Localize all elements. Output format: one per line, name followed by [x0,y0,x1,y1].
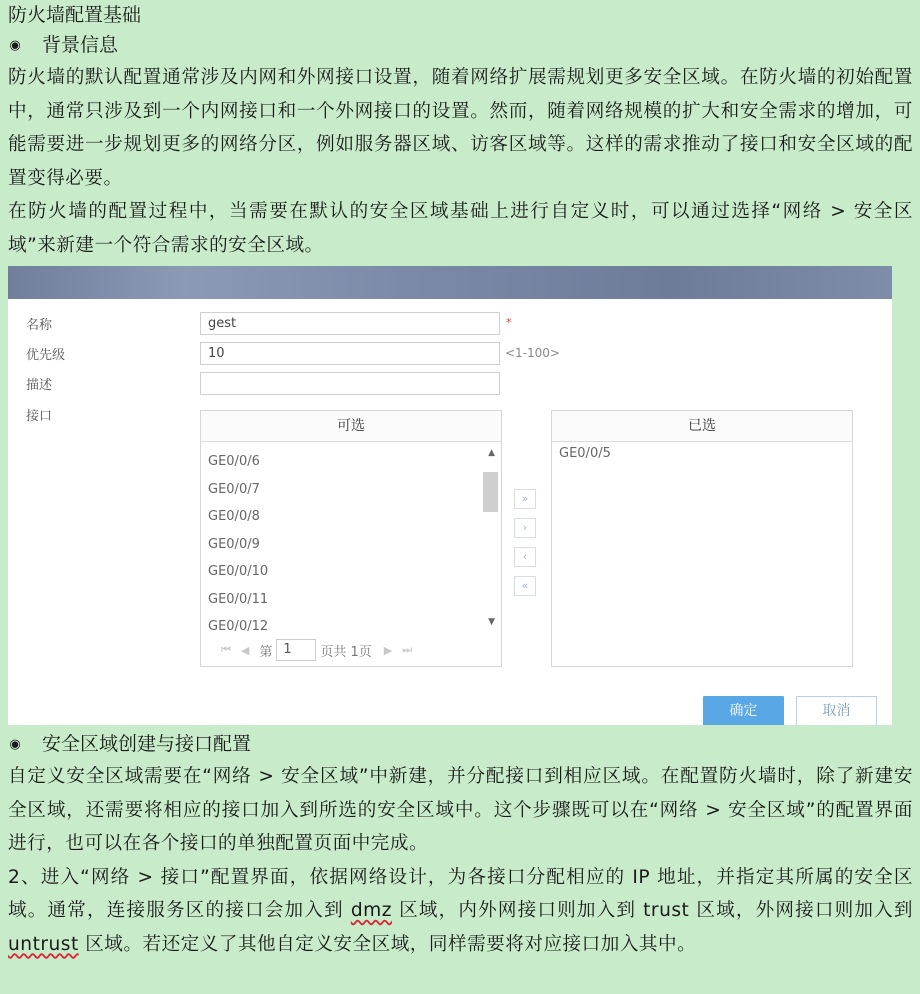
dmz-term: dmz [350,900,392,921]
dialog-header-bar [8,266,892,299]
priority-label: 优先级 [26,348,66,363]
last-page-icon[interactable]: ⏭ [402,643,413,656]
scrollbar-thumb[interactable] [483,472,498,512]
interface-list-item[interactable]: GE0/0/5 [559,446,611,461]
available-items [201,442,501,641]
move-right-button[interactable]: › [514,518,536,538]
prev-page-icon[interactable]: ◀ [240,643,250,657]
move-all-left-button[interactable]: « [514,576,536,596]
pager-prefix: 第 [259,644,273,660]
name-input[interactable]: gest [200,312,500,335]
page-title: 防火墙配置基础 [8,4,142,26]
section-heading-zone [8,729,913,760]
page-number-input[interactable]: 1 [276,639,316,661]
interface-list-item[interactable]: GE0/0/7 [208,481,260,497]
selected-header: 已选 [552,411,852,442]
selected-items [552,442,852,470]
description-input[interactable] [200,372,500,395]
section-heading-label: 安全区域创建与接口配置 [42,733,252,755]
scroll-down-icon[interactable]: ▼ [488,617,495,627]
interface-label: 接口 [26,409,53,424]
next-page-icon[interactable]: ▶ [383,643,393,657]
priority-range-hint: <1-100> [505,346,560,360]
pager-suffix: 页共 1页 [320,644,372,660]
ok-button[interactable]: 确定 [703,696,784,725]
text-span: 区域。若还定义了其他自定义安全区域，同样需要将对应接口加入其中。 [78,933,697,955]
description-label: 描述 [26,378,53,393]
cancel-button[interactable]: 取消 [796,696,877,725]
untrust-term: untrust [8,933,79,955]
zone-config-screenshot [8,266,892,725]
interface-list-item[interactable]: GE0/0/6 [208,454,260,469]
interface-list-item[interactable]: GE0/0/12 [208,619,269,634]
section-heading-label: 背景信息 [42,34,119,56]
scroll-up-icon[interactable]: ▲ [488,448,495,458]
interface-list-item[interactable]: GE0/0/11 [208,591,269,607]
priority-input[interactable]: 10 [200,342,500,365]
pager [221,638,422,662]
document [8,0,913,262]
section-heading-background [8,30,913,61]
interface-list-item[interactable]: GE0/0/9 [208,536,260,552]
transfer-buttons [514,489,538,605]
paragraph-zone-1: 自定义安全区域需要在“网络 > 安全区域”中新建，并分配接口到相应区域。在配置防火墙时，除了新建安全区域，还需要将相应的接口加入到所选的安全区域中。这个步骤既可以在“网络 > 安全区域”的配置界面进行，也可以在各个接口的单独配置页面中完成。 [8,766,913,854]
name-label: 名称 [26,318,53,333]
move-left-button[interactable]: ‹ [514,547,536,567]
interface-list-item[interactable]: GE0/0/10 [208,564,269,579]
required-mark: * [506,316,512,329]
paragraph-background-1: 防火墙的默认配置通常涉及内网和外网接口设置，随着网络扩展需规划更多安全区域。在防火墙的初始配置中，通常只涉及到一个内网接口和一个外网接口的设置。然而，随着网络规模的扩大和安全需求的增加，可能需要进一步规划更多的网络分区，例如服务器区域、访客区域等。这样的需求推动了接口和安全区域的配置变得必要。 [8,67,913,189]
paragraph-background-2: 在防火墙的配置过程中，当需要在默认的安全区域基础上进行自定义时，可以通过选择“网络 > 安全区域”来新建一个符合需求的安全区域。 [8,201,913,256]
first-page-icon[interactable]: ⏮ [221,643,231,656]
bullet-icon: ◉ [9,737,21,752]
available-interfaces-list [200,410,502,667]
zone-form [8,299,892,725]
text-span: 2、进入“网络 > 接口”配置界面，依据网络设计，为各接口分配相应的 IP 地址，并指定其所属的安全区域。通常，连接服务区的接口会加入到 [8,866,913,921]
bullet-icon: ◉ [9,38,21,53]
selected-interfaces-list [551,410,853,667]
available-header: 可选 [201,411,501,442]
move-all-right-button[interactable]: » [514,489,536,509]
text-span: 区域，内外网接口则加入到 trust 区域，外网接口则加入到 [392,900,913,921]
paragraph-zone-2 [8,861,913,962]
interface-list-item[interactable]: GE0/0/8 [208,509,260,524]
document-section-2 [8,729,913,961]
